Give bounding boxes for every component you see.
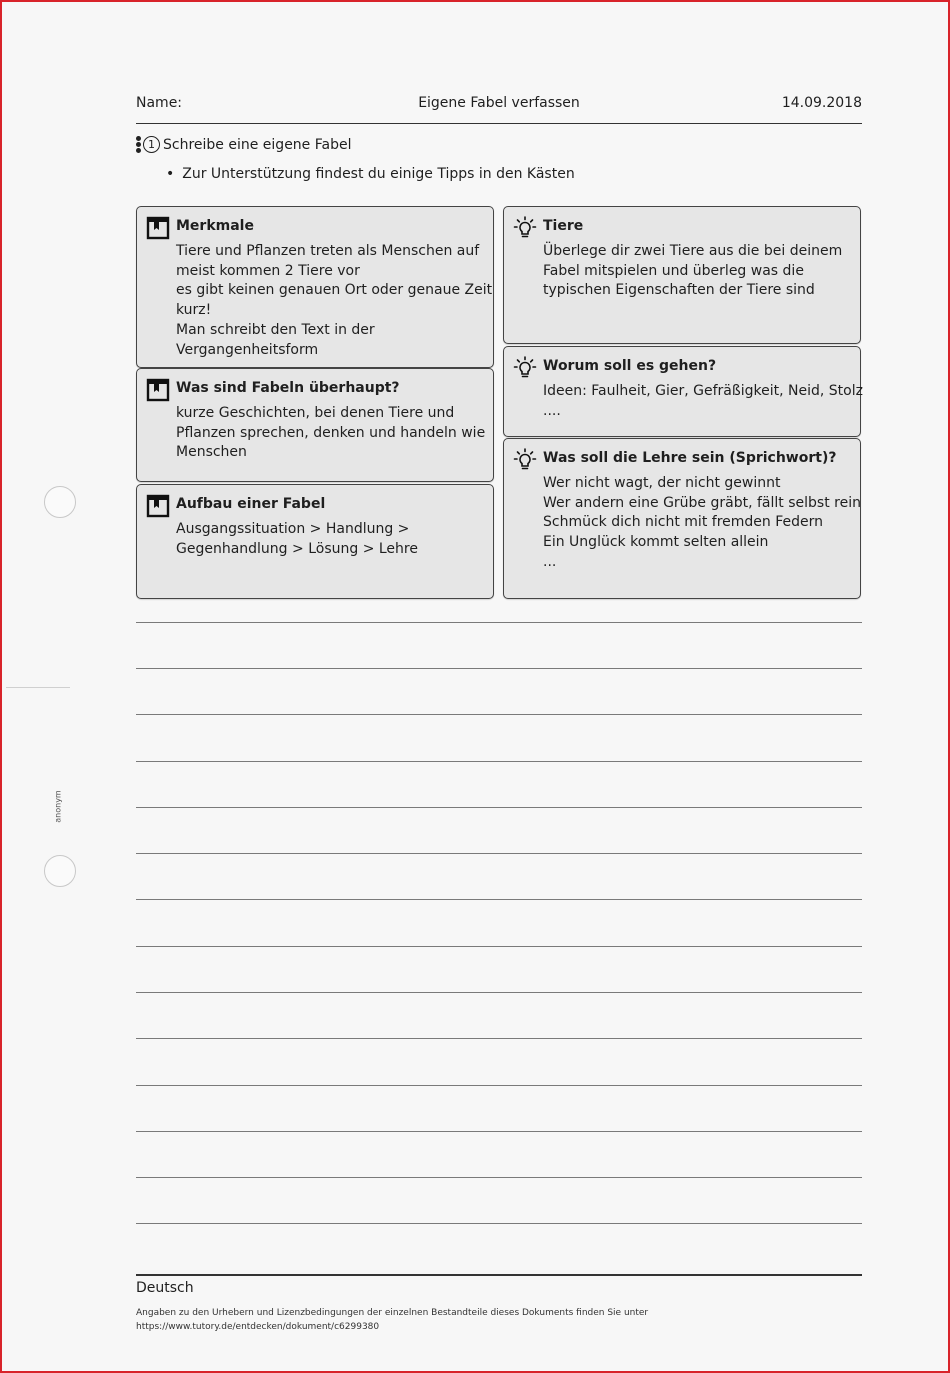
writing-line (136, 761, 862, 762)
box-line: meist kommen 2 Tiere vor (176, 262, 360, 279)
writing-line (136, 1131, 862, 1132)
tip-box-worum (503, 346, 861, 437)
box-line: Fabel mitspielen und überleg was die (543, 262, 804, 279)
tip-box-lehre (503, 438, 861, 599)
box-line: .... (543, 402, 561, 419)
writing-line (136, 807, 862, 808)
task-hint (166, 166, 575, 182)
punch-hole (44, 855, 76, 887)
author-label: anonym (53, 790, 63, 823)
box-line: Ideen: Faulheit, Gier, Gefräßigkeit, Neid, Stolz (543, 383, 863, 399)
worksheet-date: 14.09.2018 (781, 95, 862, 111)
footer-divider (136, 1274, 862, 1276)
task-hint-text: Zur Unterstützung findest du einige Tipps in den Kästen (182, 166, 575, 182)
box-body (176, 404, 485, 463)
license-note (136, 1306, 648, 1334)
writing-line (136, 853, 862, 854)
box-title: Tiere (543, 218, 584, 234)
box-line: ... (543, 553, 557, 570)
box-line: Vergangenheitsform (176, 341, 319, 358)
info-box-aufbau (136, 484, 494, 599)
box-line: Überlege dir zwei Tiere aus die bei deinem (543, 243, 843, 259)
box-line: Ein Unglück kommt selten allein (543, 534, 769, 551)
box-title: Merkmale (176, 218, 254, 234)
name-label: Name: (136, 95, 183, 111)
writing-line (136, 946, 862, 947)
writing-line (136, 1177, 862, 1178)
writing-line (136, 1038, 862, 1039)
lightbulb-icon (513, 356, 537, 380)
box-body (176, 520, 485, 559)
box-line: Menschen (176, 444, 247, 461)
box-title: Worum soll es gehen? (543, 358, 717, 374)
lightbulb-icon (513, 448, 537, 472)
box-line: Tiere und Pflanzen treten als Menschen auf (176, 243, 480, 259)
writing-line (136, 668, 862, 669)
box-line: Ausgangssituation > Handlung > (176, 521, 410, 537)
writing-line (136, 714, 862, 715)
box-line: es gibt keinen genauen Ort oder genaue Zeit (176, 282, 493, 299)
fold-mark (6, 687, 70, 688)
box-line: kurz! (176, 302, 212, 319)
writing-line (136, 1085, 862, 1086)
box-line: kurze Geschichten, bei denen Tiere und (176, 405, 455, 421)
box-line: Man schreibt den Text in der (176, 321, 375, 338)
worksheet-header (136, 93, 862, 124)
box-body (543, 242, 852, 301)
license-text: Angaben zu den Urhebern und Lizenzbedingungen der einzelnen Bestandteile dieses Dokuments finden Sie unter (136, 1308, 649, 1318)
box-title: Aufbau einer Fabel (176, 496, 326, 512)
book-icon (146, 494, 170, 518)
book-icon (146, 378, 170, 402)
info-box-fabeln (136, 368, 494, 482)
lightbulb-icon (513, 216, 537, 240)
license-link[interactable]: https://www.tutory.de/entdecken/dokument/c6299380 (136, 1322, 380, 1332)
box-title: Was soll die Lehre sein (Sprichwort)? (543, 450, 837, 466)
task-number-icon (136, 136, 160, 153)
tip-box-tiere (503, 206, 861, 344)
punch-hole (44, 486, 76, 518)
box-title: Was sind Fabeln überhaupt? (176, 380, 400, 396)
subject-label: Deutsch (136, 1280, 194, 1296)
box-line: Wer nicht wagt, der nicht gewinnt (543, 475, 781, 491)
box-line: Wer andern eine Grübe gräbt, fällt selbst rein (543, 494, 861, 511)
task-text: Schreibe eine eigene Fabel (163, 136, 352, 153)
bullet-icon: • (166, 166, 175, 182)
box-body (543, 382, 863, 421)
box-body (176, 242, 493, 360)
writing-line (136, 899, 862, 900)
box-line: Gegenhandlung > Lösung > Lehre (176, 540, 418, 557)
worksheet-title: Eigene Fabel verfassen (418, 95, 580, 111)
task-number: 1 (143, 136, 160, 153)
info-box-merkmale (136, 206, 494, 368)
writing-line (136, 1223, 862, 1224)
box-body (543, 474, 861, 573)
writing-line (136, 622, 862, 623)
task-instruction (136, 136, 351, 153)
box-line: typischen Eigenschaften der Tiere sind (543, 282, 815, 299)
box-line: Pflanzen sprechen, denken und handeln wie (176, 424, 486, 441)
book-icon (146, 216, 170, 240)
writing-line (136, 992, 862, 993)
box-line: Schmück dich nicht mit fremden Federn (543, 514, 823, 531)
